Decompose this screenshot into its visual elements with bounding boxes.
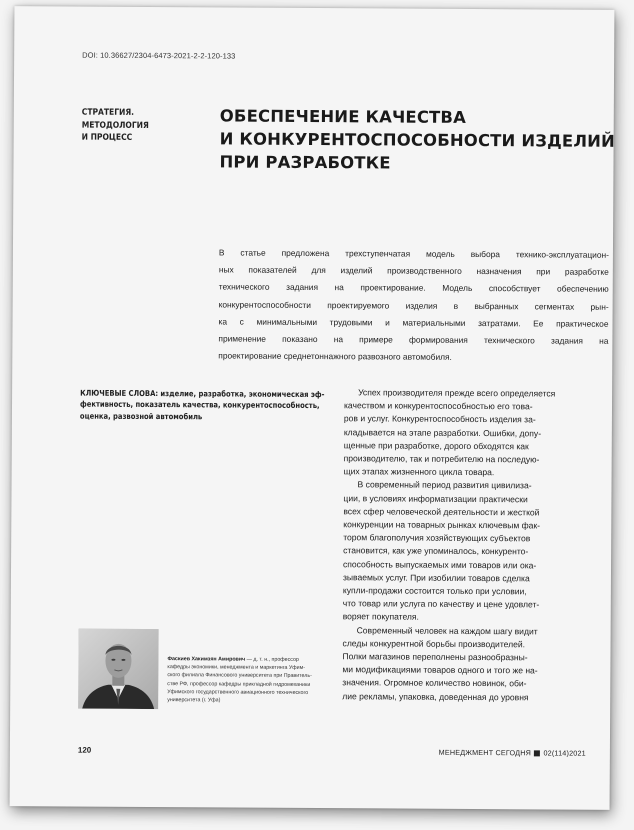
author-portrait-image (78, 629, 158, 709)
body-line: всех сфер человеческой деятельности и жесткой (343, 506, 540, 518)
author-photo (78, 629, 158, 709)
keywords-block (80, 388, 330, 424)
body-line: качеством и конкурентоспособностью его това- (343, 400, 533, 412)
article-abstract (218, 244, 609, 367)
body-line: воряет покупателя. (342, 611, 419, 623)
abstract-line: применение показано на примере формирования технического задания на (218, 333, 609, 346)
body-line: ми модификациями товаров одного и того же на- (342, 664, 538, 676)
body-line: щих этапах жизненного цикла товара. (343, 466, 495, 478)
author-name: Фаскиев Хакимзян Амирович (167, 656, 246, 663)
keywords-line: фективность, показатель качества, конкурентоспособность, (79, 399, 320, 411)
body-line: становится, как уже упоминалось, конкуренто- (343, 545, 529, 557)
body-line: Полки магазинов переполнены разнообразны- (342, 651, 528, 663)
author-line: стве РФ, профессор кафедры прикладной гидромеханики (167, 680, 311, 688)
author-line: Уфимского государственного авиационного технического (167, 688, 309, 696)
author-bio: — д. т. н., профессор (245, 656, 299, 663)
body-line: В современный период развития цивилиза- (357, 479, 532, 491)
abstract-line: проектирование среднетоннажного развозного автомобиля. (218, 350, 452, 363)
body-line: щенные при разработке, дорого обходятся как (343, 440, 529, 452)
article-title (219, 104, 619, 175)
square-bullet-icon (534, 750, 540, 756)
author-line: ского филиала Финансового университета при Правитель- (167, 672, 312, 680)
body-line: Современный человек на каждом шагу видит (356, 624, 538, 637)
section-heading: СТРАТЕГИЯ. МЕТОДОЛОГИЯ И ПРОЦЕСС (81, 107, 149, 143)
keywords-line: КЛЮЧЕВЫЕ СЛОВА: изделие, разработка, экономическая эф- (80, 388, 325, 400)
body-line: Успех производителя прежде всего определяется (358, 387, 556, 399)
abstract-line: технического задания на проектирование. Модель способствует обеспечению (218, 281, 609, 295)
author-line: университета (г. Уфа) (167, 697, 221, 704)
body-line: лие рекламы, упаковка, доведенная до уровня (342, 690, 529, 703)
journal-page (10, 6, 615, 810)
journal-issue: 02(114)2021 (543, 748, 586, 758)
body-line: способность выпускаемых ими товаров или ока- (343, 558, 537, 571)
body-line: следы конкурентной борьбы производителей. (342, 638, 526, 650)
body-line: значения. Огромное количество новинок, оби- (342, 677, 527, 689)
body-line: что товар или услуга по качеству и цене удовлет- (342, 598, 540, 610)
title-line: ПРИ РАЗРАБОТКЕ (219, 152, 391, 173)
page-number: 120 (77, 745, 92, 755)
journal-name: МЕНЕДЖМЕНТ СЕГОДНЯ (438, 747, 532, 758)
author-info (167, 655, 337, 705)
body-line: кладывается на этапе разработки. Ошибки, допу- (343, 426, 542, 439)
body-line: купли-продажи состоится только при условии, (342, 585, 527, 597)
title-line: И КОНКУРЕНТОСПОСОБНОСТИ ИЗДЕЛИЙ (219, 129, 616, 151)
author-line: кафедры экономики, менеджмента и маркетинга Уфим- (167, 664, 306, 672)
body-line: ции, в условиях информатизации практически (343, 492, 528, 504)
title-line: ОБЕСПЕЧЕНИЕ КАЧЕСТВА (219, 106, 467, 127)
keywords-line: оценка, развозной автомобиль (79, 411, 203, 422)
abstract-line: В статье предложена трехступенчатая модель выбора технико-эксплуатацион- (218, 247, 609, 260)
abstract-line: конкурентоспособности проектируемого изделия в выбранных сегментах рын- (218, 299, 609, 312)
body-line: тором благополучия хозяйствующих субъектов (343, 532, 531, 544)
doi-identifier: DOI: 10.36627/2304-6473-2021-2-2-120-133 (82, 50, 236, 61)
abstract-line: ных показателей для изделий производственного назначения при разработке (218, 264, 609, 278)
body-line: ров и услуг. Конкурентоспособность изделия за- (343, 413, 536, 425)
body-line: производителю, так и потребителю на последую- (343, 453, 540, 465)
article-body (342, 386, 596, 704)
body-line: конкуренции на товарных рынках ключевым фак- (343, 519, 541, 531)
journal-footer (439, 748, 586, 758)
body-line: зываемых услуг. При изобилии товаров сделка (342, 572, 530, 584)
abstract-line: ка с минимальными трудовыми и материальными затратами. Ее практическое (218, 316, 609, 329)
